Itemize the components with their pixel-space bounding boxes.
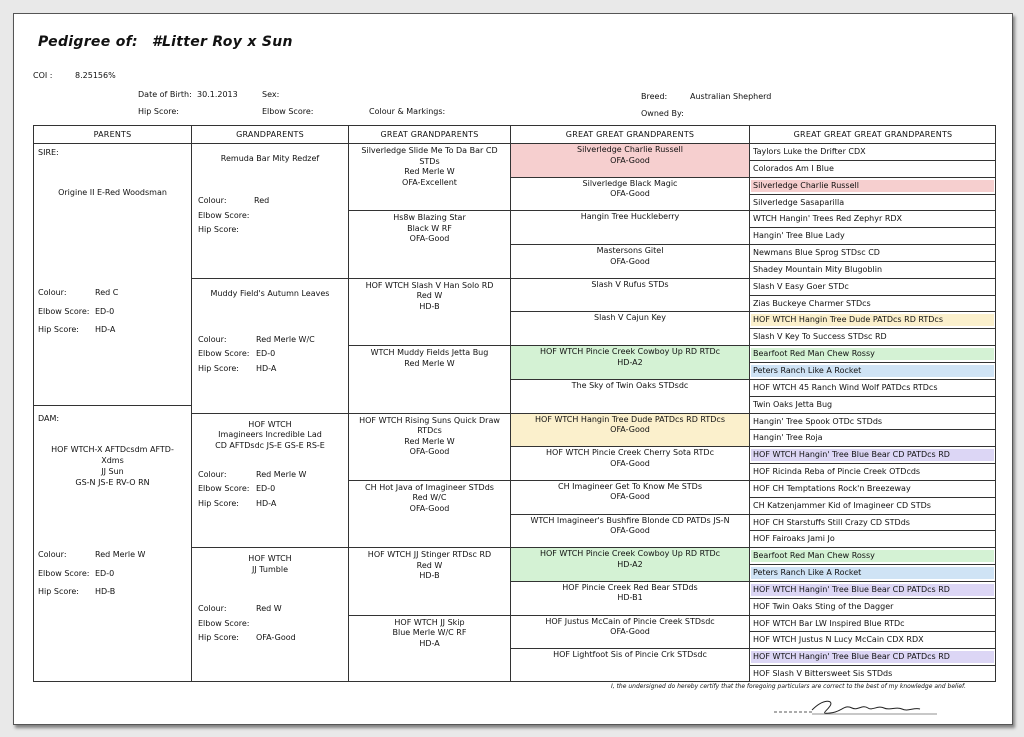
grandparent-name-line: HOF WTCH [248,419,292,429]
great-grandparent-line: Black W RF [407,223,452,233]
great-great-grandparent-cell [511,279,749,313]
great-great-great-grandparent-name: HOF Fairoaks Jami Jo [753,534,835,544]
great-great-great-grandparent-row [750,498,996,515]
grandparents-header: GRANDPARENTS [192,126,348,144]
dam-name-line: Xdms [101,456,124,465]
grandparent-hip-label: Hip Score: [198,225,239,234]
dam-colour-value: Red Merle W [95,550,146,559]
great-grandparents-column [349,126,511,681]
grandparent-colour-value: Red Merle W [256,469,307,479]
parents-header: PARENTS [34,126,191,144]
great-grandparent-line: OFA-Good [409,503,450,513]
great-great-grandparents-column [511,126,750,681]
great-great-great-grandparent-row [750,397,996,414]
great-great-grandparent-line: OFA-Good [610,627,650,637]
great-grandparent-line: OFA-Good [409,234,450,244]
great-great-great-grandparent-row [750,582,996,599]
great-grandparent-line: STDs [419,156,440,166]
great-great-grandparent-cell [511,447,749,481]
great-great-great-grandparent-name: HOF WTCH Bar LW Inspired Blue RTDc [753,618,905,628]
great-great-great-grandparent-name: Twin Oaks Jetta Bug [753,399,833,409]
great-grandparent-cell [349,414,510,481]
dam-hip-label: Hip Score: [38,587,79,596]
great-grandparent-line: Red W [416,560,443,570]
great-great-great-grandparent-row [750,565,996,582]
great-grandparent-line: Red Merle W [404,358,455,368]
title-dog-name: #Litter Roy x Sun [151,34,293,50]
title-prefix: Pedigree of: [38,34,138,50]
dam-colour-label: Colour: [38,550,67,559]
great-great-great-grandparent-row [750,346,996,363]
great-grandparent-line: HD-A [419,638,440,648]
great-great-grandparent-line: HOF Justus McCain of Pincie Creek STDsdc [545,616,715,626]
great-grandparent-line: Red Merle W [404,167,455,176]
great-great-great-grandparent-name: Peters Ranch Like A Rocket [753,568,862,578]
sire-hip-label: Hip Score: [38,325,79,334]
great-great-grandparent-cell [511,515,749,549]
great-great-great-grandparent-row [750,279,996,296]
great-grandparent-cell [349,481,510,548]
great-great-great-grandparent-name: Slash V Easy Goer STDc [753,281,849,291]
coi-value: 8.25156% [75,71,116,80]
great-great-great-grandparent-name: CH Katzenjammer Kid of Imagineer CD STDs [753,500,931,510]
great-great-grandparent-line: HOF WTCH Pincie Creek Cherry Sota RTDc [546,448,714,458]
great-great-great-grandparent-row [750,531,996,548]
great-great-great-grandparent-row [750,649,996,666]
great-great-great-grandparent-name: HOF WTCH Hangin' Tree Blue Bear CD PATDcs RD [753,584,950,594]
great-great-grandparent-line: OFA-Good [610,526,650,536]
grandparent-cell [192,548,348,683]
great-great-grandparent-line: CH Imagineer Get To Know Me STDs [558,481,702,491]
grandparent-hip-value: HD-A [256,363,277,373]
certification-text: I, the undersigned do hereby certify that the foregoing particulars are correct to the best of my knowledge and belief. [611,683,966,690]
great-great-great-grandparent-row [750,245,996,262]
dam-label: DAM: [38,414,60,423]
great-grandparent-line: RTDcs [417,426,442,435]
great-grandparent-cell [349,548,510,615]
great-great-great-grandparent-row [750,363,996,380]
pedigree-page [13,13,1013,725]
great-grandparent-line: Red W [416,291,443,301]
grandparent-name [192,279,348,300]
grandparent-elbow-label: Elbow Score: [198,618,250,628]
dam-name-line: GS-N JS-E RV-O RN [75,478,150,487]
great-great-great-grandparent-name: Hangin' Tree Roja [753,433,823,443]
great-great-grandparent-line: HOF WTCH Hangin Tree Dude PATDcs RD RTDcs [535,414,725,424]
great-great-grandparent-line: Hangin Tree Huckleberry [580,212,680,222]
sire-cell [34,144,191,406]
great-grandparent-line: Red W/C [412,493,447,503]
great-grandparent-cell [349,144,510,211]
great-great-great-grandparents-header: GREAT GREAT GREAT GRANDPARENTS [750,126,996,144]
grandparents-column [192,126,349,681]
sex-label: Sex: [262,90,280,99]
great-great-great-grandparent-row [750,380,996,397]
great-grandparent-cell [349,211,510,278]
grandparent-name-line: Remuda Bar Mity Redzef [220,154,320,163]
grandparent-elbow-value: ED-0 [256,484,276,493]
great-great-great-grandparent-row [750,464,996,481]
great-great-great-grandparent-row [750,515,996,532]
great-great-grandparent-line: HOF Pincie Creek Red Bear STDds [562,582,698,592]
breed-label: Breed: [641,92,668,101]
great-great-grandparent-cell [511,616,749,650]
great-great-great-grandparent-name: Silverledge Sasaparilla [753,197,845,207]
grandparent-colour-value: Red Merle W/C [256,334,315,344]
great-great-great-grandparent-name: Zias Buckeye Charmer STDcs [753,298,871,308]
great-great-grandparent-cell [511,211,749,245]
sire-hip-value: HD-A [95,325,116,334]
great-great-great-grandparent-name: Slash V Key To Success STDsc RD [753,332,887,342]
colour-markings-label: Colour & Markings: [369,107,446,116]
grandparent-cell [192,144,348,279]
great-great-grandparent-line: Slash V Rufus STDs [591,279,669,289]
great-great-grandparent-cell [511,312,749,346]
great-great-great-grandparent-name: HOF CH Starstuffs Still Crazy CD STDds [753,517,910,527]
great-great-grandparent-line: HOF WTCH Pincie Creek Cowboy Up RD RTDc [539,347,721,357]
great-great-great-grandparent-name: Bearfoot Red Man Chew Rossy [753,551,875,561]
great-great-great-grandparent-name: HOF WTCH Hangin' Tree Blue Bear CD PATDcs RD [753,450,950,460]
great-grandparent-line: HD-B [419,571,440,581]
great-great-grandparent-cell [511,245,749,279]
great-great-great-grandparent-row [750,632,996,649]
great-great-great-grandparent-row [750,211,996,228]
great-grandparent-cell [349,279,510,346]
great-great-grandparent-line: Slash V Cajun Key [594,313,666,323]
great-grandparent-line: Blue Merle W/C RF [392,628,467,638]
elbow-score-label: Elbow Score: [262,107,314,116]
great-great-grandparent-line: HD-A2 [617,357,643,367]
great-great-great-grandparent-row [750,329,996,346]
grandparent-hip-label: Hip Score: [198,498,239,508]
dam-name-line: HOF WTCH-X AFTDcsdm AFTD- [51,445,174,454]
great-great-great-grandparent-name: Hangin' Tree Blue Lady [753,231,845,241]
grandparent-colour-label: Colour: [198,334,227,344]
great-great-great-grandparent-name: HOF Ricinda Reba of Pincie Creek OTDcds [753,467,921,477]
coi-label: COI : [33,71,53,80]
great-grandparent-cell [349,346,510,413]
great-great-great-grandparent-name: HOF WTCH Hangin Tree Dude PATDcs RD RTDcs [753,315,943,325]
great-great-great-grandparent-name: Shadey Mountain Mity Blugoblin [753,264,883,274]
great-great-grandparent-cell [511,178,749,212]
grandparent-name [192,144,348,165]
great-great-grandparent-line: OFA-Good [610,189,650,199]
great-great-grandparent-line: OFA-Good [610,458,650,468]
dob-value: 30.1.2013 [197,90,238,99]
dob-label: Date of Birth: [138,90,192,99]
great-great-great-grandparent-name: WTCH Hangin' Trees Red Zephyr RDX [753,214,903,224]
great-grandparent-line: HOF WTCH Slash V Han Solo RD [365,280,494,290]
dam-name-line: JJ Sun [101,467,124,476]
great-grandparent-line: Red Merle W [404,436,455,446]
great-great-grandparent-line: Silverledge Charlie Russell [577,145,683,154]
great-great-great-grandparent-row [750,616,996,633]
great-grandparent-line: WTCH Muddy Fields Jetta Bug [370,348,489,358]
great-great-great-grandparent-name: HOF WTCH Justus N Lucy McCain CDX RDX [753,635,924,645]
great-great-great-grandparent-row [750,262,996,279]
great-great-great-grandparent-row [750,161,996,178]
great-great-great-grandparent-row [750,666,996,683]
grandparent-colour-label: Colour: [198,604,227,614]
great-great-great-grandparent-name: HOF WTCH 45 Ranch Wind Wolf PATDcs RTDcs [753,382,938,392]
great-great-great-grandparent-row [750,599,996,616]
great-great-grandparent-cell [511,548,749,582]
parents-column [34,126,192,681]
grandparent-cell [192,279,348,414]
great-great-grandparent-line: The Sky of Twin Oaks STDsdc [571,380,689,390]
great-great-grandparents-header: GREAT GREAT GRANDPARENTS [511,126,749,144]
grandparent-name-line: Muddy Field's Autumn Leaves [210,288,330,298]
great-great-grandparent-line: OFA-Good [610,425,650,434]
grandparent-elbow-label: Elbow Score: [198,210,250,220]
grandparent-hip-label: Hip Score: [198,363,239,373]
great-great-grandparent-cell [511,346,749,380]
great-great-great-grandparent-name: Bearfoot Red Man Chew Rossy [753,349,875,359]
great-great-grandparent-line: Silverledge Black Magic [582,178,678,188]
great-great-great-grandparent-row [750,430,996,447]
breed-value: Australian Shepherd [690,92,772,101]
great-great-great-grandparent-name: HOF Twin Oaks Sting of the Dagger [753,601,894,611]
grandparent-name-line: JJ Tumble [251,564,289,574]
sire-elbow-value: ED-0 [95,307,115,316]
dam-hip-value: HD-B [95,587,116,596]
great-grandparent-line: OFA-Excellent [402,177,457,187]
great-grandparent-line: Hs8w Blazing Star [393,213,466,223]
great-grandparent-cell [349,616,510,683]
pedigree-table [33,125,996,682]
great-grandparent-line: Silverledge Slide Me To Da Bar CD [361,146,498,155]
great-great-grandparent-line: WTCH Imagineer's Bushfire Blonde CD PATDs JS-N [530,515,730,525]
grandparent-cell [192,414,348,549]
dam-name [34,444,191,488]
grandparent-elbow-label: Elbow Score: [198,349,250,359]
great-great-grandparent-line: HD-B1 [617,593,643,603]
great-great-great-grandparent-row [750,178,996,195]
sire-elbow-label: Elbow Score: [38,307,90,316]
great-great-great-grandparent-name: Silverledge Charlie Russell [753,180,859,190]
great-great-grandparent-line: OFA-Good [610,492,650,502]
great-grandparent-line: HOF WTCH Rising Suns Quick Draw [359,415,500,425]
great-great-grandparent-cell [511,649,749,683]
great-great-great-grandparent-name: Newmans Blue Sprog STDsc CD [753,248,880,258]
grandparent-hip-value: HD-A [256,498,277,508]
grandparent-elbow-value: ED-0 [256,349,276,359]
dam-cell [34,406,191,683]
great-great-grandparent-line: OFA-Good [610,256,650,266]
grandparent-name [192,548,348,575]
sire-colour-value: Red C [95,288,119,297]
great-great-great-grandparent-row [750,481,996,498]
grandparent-colour-label: Colour: [198,469,227,479]
great-grandparent-line: HOF WTCH JJ Skip [394,617,465,627]
great-great-great-grandparent-row [750,312,996,329]
great-great-great-grandparent-row [750,414,996,431]
great-great-grandparent-line: HOF Lightfoot Sis of Pincie Crk STDsdc [553,650,707,660]
grandparent-hip-value: OFA-Good [256,633,296,643]
great-great-grandparent-line: HD-A2 [617,559,643,569]
sire-name: Origine II E-Red Woodsman [58,188,167,197]
dam-elbow-label: Elbow Score: [38,569,90,578]
great-grandparent-line: HD-B [419,301,440,311]
great-grandparent-line: OFA-Good [409,447,450,456]
grandparent-elbow-label: Elbow Score: [198,484,250,493]
great-grandparent-line: HOF WTCH JJ Stinger RTDsc RD [367,550,492,560]
great-great-great-grandparent-name: Taylors Luke the Drifter CDX [753,147,866,156]
great-grandparents-header: GREAT GRANDPARENTS [349,126,510,144]
grandparent-hip-label: Hip Score: [198,633,239,643]
grandparent-colour-value: Red W [256,604,282,614]
grandparent-name-line: HOF WTCH [248,554,292,564]
owned-by-label: Owned By: [641,109,684,118]
sire-label: SIRE: [38,148,59,157]
great-great-great-grandparent-row [750,548,996,565]
great-great-grandparent-line: OFA-Good [610,155,650,165]
great-great-great-grandparent-name: HOF Slash V Bittersweet Sis STDds [753,669,893,679]
signature-icon [772,694,972,718]
great-great-great-grandparent-name: HOF CH Temptations Rock'n Breezeway [753,483,911,493]
great-great-great-grandparent-row [750,195,996,212]
great-great-grandparent-cell [511,414,749,448]
grandparent-name-line: Imagineers Incredible Lad [218,430,322,439]
great-great-grandparent-cell [511,144,749,178]
sire-colour-label: Colour: [38,288,67,297]
great-great-great-grandparent-row [750,296,996,313]
grandparent-colour-value: Red [254,196,270,205]
great-great-great-grandparent-name: HOF WTCH Hangin' Tree Blue Bear CD PATDcs RD [753,652,950,662]
hip-score-label: Hip Score: [138,107,179,116]
great-great-great-grandparent-row [750,144,996,161]
great-grandparent-line: CH Hot Java of Imagineer STDds [365,482,494,492]
great-great-great-grandparent-row [750,228,996,245]
grandparent-colour-label: Colour: [198,196,227,205]
great-great-great-grandparent-row [750,447,996,464]
grandparent-name-line: CD AFTDsdc JS-E GS-E RS-E [215,440,325,450]
great-great-great-grandparents-column [750,126,996,681]
dam-elbow-value: ED-0 [95,569,115,578]
great-great-grandparent-cell [511,481,749,515]
great-great-great-grandparent-name: Peters Ranch Like A Rocket [753,365,862,375]
great-great-great-grandparent-name: Hangin' Tree Spook OTDc STDds [753,416,883,426]
great-great-great-grandparent-name: Colorados Am I Blue [753,163,834,173]
great-great-grandparent-cell [511,582,749,616]
great-great-grandparent-line: HOF WTCH Pincie Creek Cowboy Up RD RTDc [539,549,721,559]
great-great-grandparent-cell [511,380,749,414]
page-title [38,34,293,50]
grandparent-name [192,414,348,452]
great-great-grandparent-line: Mastersons Gitel [596,246,664,256]
